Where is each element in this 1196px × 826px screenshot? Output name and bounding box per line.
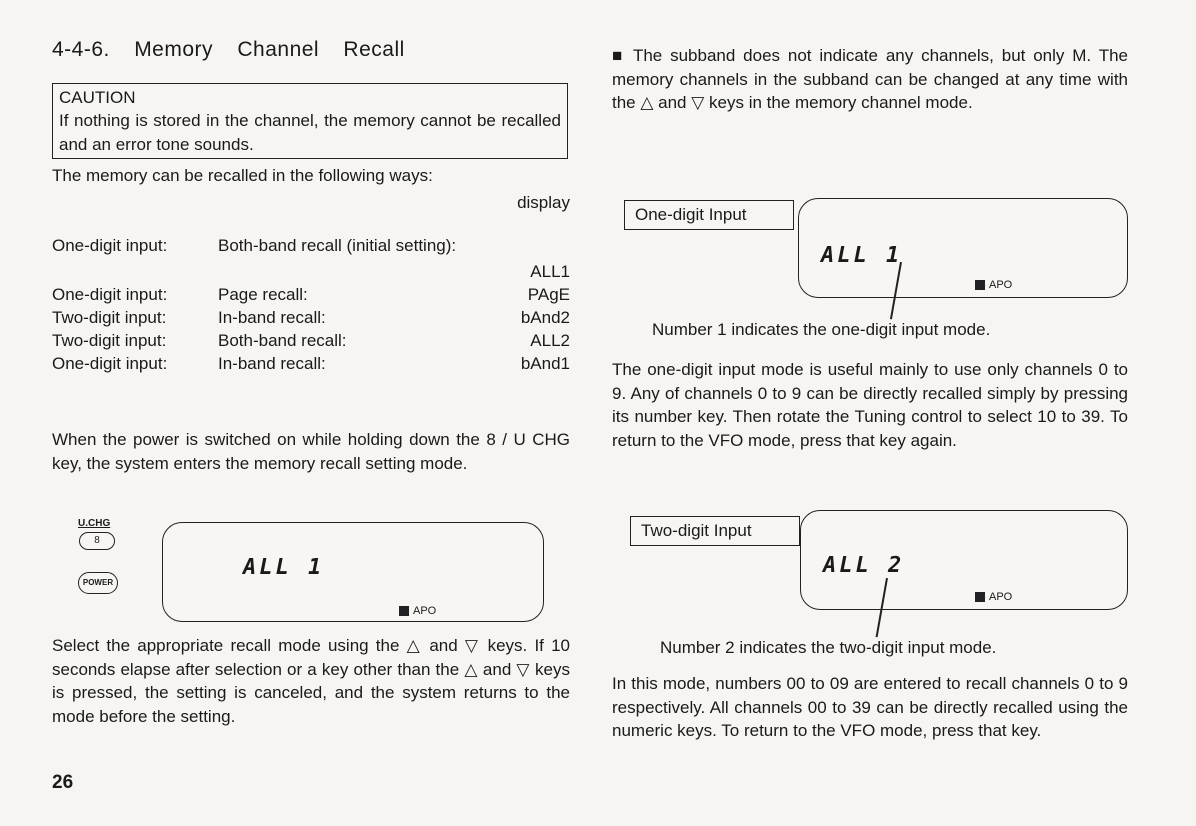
one-digit-label: One-digit Input <box>624 200 794 230</box>
two-digit-label: Two-digit Input <box>630 516 800 546</box>
uchg-key-label: U.CHG <box>78 518 111 529</box>
recall-mode-table <box>52 192 570 373</box>
section-heading: 4-4-6. Memory Channel Recall <box>52 38 405 61</box>
row-mode: Two-digit input: <box>52 308 167 327</box>
power-paragraph: When the power is switched on while holding down the 8 / U CHG key, the system enters the memory recall setting mode. <box>52 430 570 473</box>
row-mode: One-digit input: <box>52 236 168 255</box>
row-mode: One-digit input: <box>52 354 168 373</box>
select-paragraph: Select the appropriate recall mode using the △ and ▽ keys. If 10 seconds elapse after selection or a key other than the △ and ▽ keys is pressed, the setting is canceled, and the system returns to the mode before the setting. <box>52 636 570 726</box>
caution-title: CAUTION <box>59 88 136 107</box>
apo-label: APO <box>413 605 437 617</box>
two-digit-lcd <box>800 510 1128 610</box>
row-desc: Page recall: <box>218 285 308 304</box>
row-code: bAnd1 <box>520 354 570 373</box>
row-code: ALL2 <box>530 331 570 350</box>
display-column-header: display <box>517 193 570 212</box>
row-code: ALL1 <box>530 262 570 281</box>
page-number: 26 <box>52 772 74 793</box>
subband-paragraph: ■ The subband does not indicate any channels, but only M. The memory channels in the subband can be changed at any time with the △ and ▽ keys in the memory channel mode. <box>612 46 1128 112</box>
two-digit-caption: Number 2 indicates the two-digit input mode. <box>660 638 997 657</box>
table-row <box>52 308 570 330</box>
key-8-button: 8 <box>79 532 115 550</box>
caution-box <box>52 83 568 159</box>
apo-indicator <box>975 279 1012 291</box>
apo-square-icon <box>975 280 985 290</box>
lcd-readout: ALL 2 <box>823 553 905 578</box>
row-code: bAnd2 <box>520 308 570 327</box>
caution-text: If nothing is stored in the channel, the memory cannot be recalled and an error tone sounds. <box>59 111 561 154</box>
lcd-display <box>162 522 544 622</box>
table-row <box>52 236 570 258</box>
row-code: PAgE <box>527 285 570 304</box>
lcd-readout: ALL 1 <box>821 243 903 268</box>
table-row <box>52 354 570 376</box>
table-row <box>52 331 570 353</box>
two-digit-paragraph: In this mode, numbers 00 to 09 are entered to recall channels 0 to 9 respectively. All channels 00 to 39 can be directly recalled using the numeric keys. To return to the VFO mode, press that key. <box>612 674 1128 740</box>
apo-label: APO <box>989 279 1013 291</box>
table-row <box>52 285 570 307</box>
apo-square-icon <box>975 592 985 602</box>
row-desc: Both-band recall (initial setting): <box>218 236 457 255</box>
row-desc: In-band recall: <box>218 354 326 373</box>
intro-text: The memory can be recalled in the following ways: <box>52 166 433 185</box>
one-digit-paragraph: The one-digit input mode is useful mainly to use only channels 0 to 9. Any of channels 0 to 9 can be directly recalled simply by pressing its number key. Then rotate the Tuning control to select 10 to 39. To return to the VFO mode, press that key again. <box>612 360 1128 450</box>
lcd-readout: ALL 1 <box>243 555 325 580</box>
apo-label: APO <box>989 591 1013 603</box>
one-digit-lcd <box>798 198 1128 298</box>
row-mode: Two-digit input: <box>52 331 167 350</box>
apo-indicator <box>399 605 436 617</box>
apo-square-icon <box>399 606 409 616</box>
row-mode: One-digit input: <box>52 285 168 304</box>
apo-indicator <box>975 591 1012 603</box>
row-desc: In-band recall: <box>218 308 326 327</box>
row-desc: Both-band recall: <box>218 331 347 350</box>
power-key-button: POWER <box>78 572 118 594</box>
one-digit-caption: Number 1 indicates the one-digit input mode. <box>652 320 991 339</box>
